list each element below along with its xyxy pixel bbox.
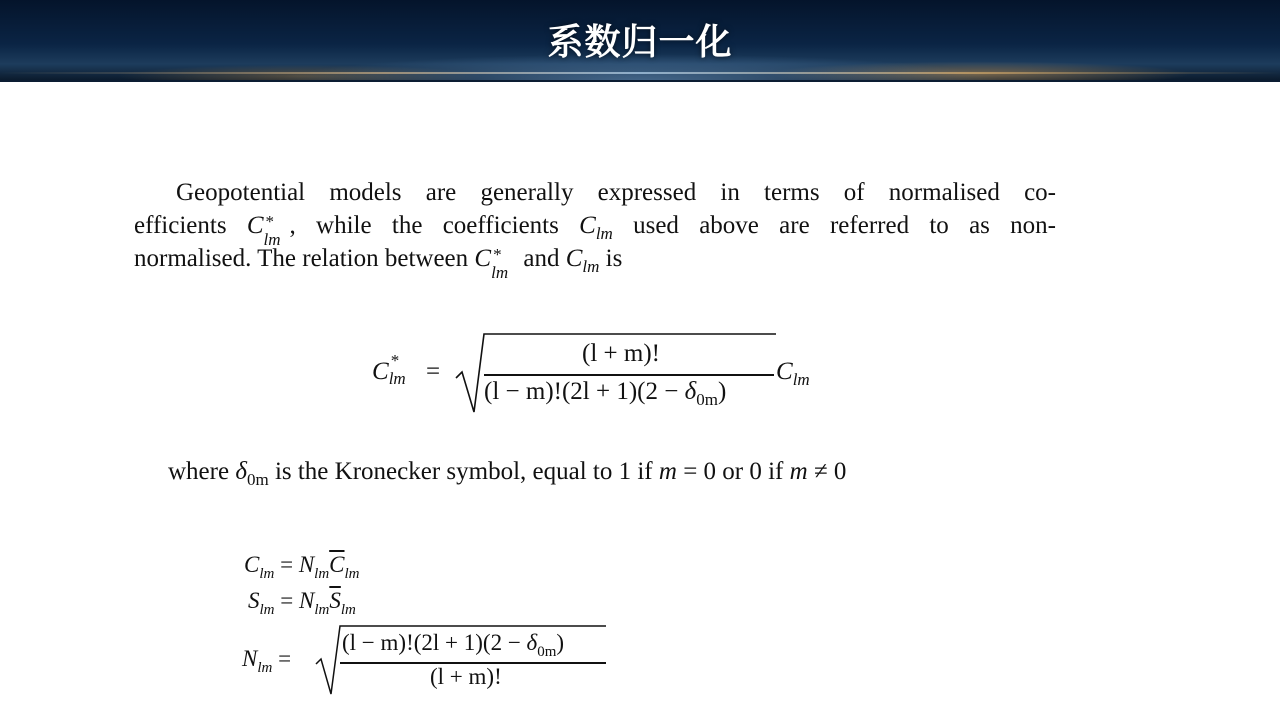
lm-subscript: lm — [257, 660, 273, 676]
eq-N-lhs — [242, 646, 292, 676]
normalisation-equation — [372, 328, 832, 418]
coefficient-equations — [240, 548, 640, 708]
star-superscript: * — [265, 212, 275, 231]
lm-subscript: lm — [792, 370, 810, 389]
lm-subscript: lm — [491, 263, 509, 282]
text-not-equal-zero: ≠ 0 — [813, 458, 847, 485]
text-normalised: normalised. The relation between — [134, 245, 469, 272]
equals-sign: = — [426, 358, 441, 385]
symbol-m: m — [658, 458, 677, 485]
symbol-C: C — [579, 212, 596, 239]
symbol-C: C — [246, 212, 264, 239]
text-kronecker: is the Kronecker symbol, equal to 1 if — [274, 458, 653, 485]
eq2-denominator: (l + m)! — [430, 664, 502, 689]
delta-symbol: δ — [235, 458, 247, 485]
text-efficients: efficients — [134, 212, 227, 239]
lm-subscript: lm — [582, 257, 600, 276]
equals-sign: = — [280, 588, 294, 613]
symbol-C: C — [372, 358, 389, 385]
text-where: where — [168, 458, 230, 485]
eq1-denominator-close: ) — [717, 378, 727, 405]
lm-subscript: lm — [344, 566, 360, 582]
eq2-numerator-close: ) — [556, 630, 565, 655]
equals-sign: = — [278, 646, 292, 671]
symbol-S: S — [248, 588, 260, 613]
eq1-numerator: (l + m)! — [582, 340, 660, 367]
eq1-fraction-bar — [484, 374, 774, 376]
eq-C-row — [244, 552, 360, 582]
symbol-S-bar: $\overline{S}$ — [329, 588, 341, 613]
lm-subscript: lm — [314, 602, 330, 618]
symbol-C-bar: $\overline{C}$ — [329, 552, 345, 577]
lm-subscript: lm — [314, 566, 330, 582]
intro-paragraph — [134, 176, 1057, 282]
paragraph-line-2 — [134, 209, 1057, 249]
text-equal-zero: = 0 or 0 if — [683, 458, 784, 485]
super-sub-star-lm — [388, 351, 415, 388]
symbol-C: C — [776, 358, 793, 385]
lm-subscript: lm — [595, 224, 613, 243]
symbol-N: N — [298, 552, 315, 577]
text-is: is — [605, 245, 623, 272]
star-superscript: * — [390, 351, 400, 370]
equals-sign: = — [280, 552, 294, 577]
symbol-C: C — [565, 245, 583, 272]
lm-subscript: lm — [259, 602, 275, 618]
eq1-denominator — [484, 378, 727, 409]
delta-subscript: 0m — [246, 470, 269, 489]
lm-subscript: lm — [388, 369, 406, 388]
eq1-denominator-text: (l − m)!(2l + 1)(2 − — [484, 378, 685, 405]
lm-subscript: lm — [259, 566, 275, 582]
text-and: and — [523, 245, 560, 272]
eq2-numerator — [342, 630, 565, 660]
symbol-C: C — [244, 552, 260, 577]
delta-subscript: 0m — [537, 644, 557, 660]
delta-subscript: 0m — [696, 390, 718, 409]
eq1-lhs — [372, 351, 415, 388]
delta-symbol: δ — [684, 378, 697, 405]
super-sub-star-lm — [263, 212, 290, 249]
symbol-m: m — [789, 458, 808, 485]
eq-S-row — [248, 588, 356, 618]
delta-symbol: δ — [526, 630, 538, 655]
symbol-N: N — [242, 646, 258, 671]
symbol-C: C — [474, 245, 492, 272]
eq1-rhs — [776, 358, 810, 389]
eq2-numerator-text: (l − m)!(2l + 1)(2 − — [342, 630, 527, 655]
super-sub-star-lm — [491, 245, 517, 282]
text-while: , while the coefficients — [289, 212, 559, 239]
page-title: 系数归一化 — [547, 22, 733, 63]
lm-subscript: lm — [340, 602, 356, 618]
lm-subscript: lm — [263, 230, 281, 249]
star-superscript: * — [493, 245, 502, 264]
kronecker-description — [168, 458, 847, 489]
text-used-above: used above are referred to as non- — [633, 212, 1057, 239]
symbol-N: N — [298, 588, 315, 613]
paragraph-line-1: Geopotential models are generally expressed in terms of normalised co- — [176, 179, 1056, 206]
header-banner — [0, 0, 1280, 82]
